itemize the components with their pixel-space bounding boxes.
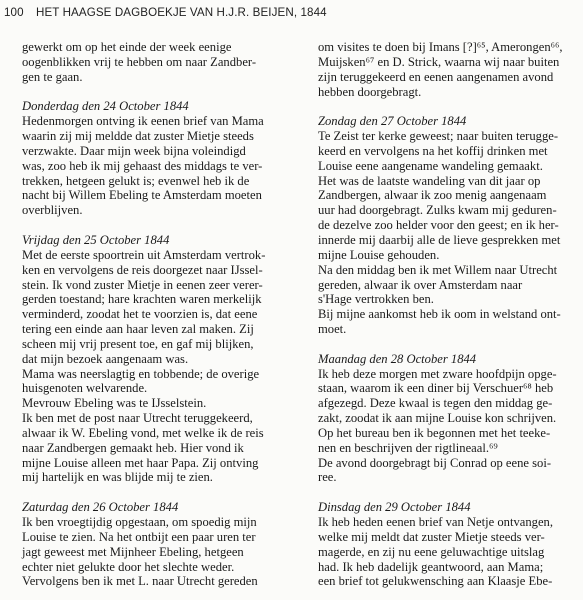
- text-line: Louise eene aangename wandeling gemaakt.: [318, 158, 543, 173]
- text-line: uur had doorgebragt. Zulks kwam mij geduren-: [318, 203, 557, 218]
- running-head: [4, 6, 579, 22]
- text-line: Bij mijne aankomst heb ik oom in welstand ont-: [318, 307, 561, 322]
- paragraph: [22, 367, 284, 397]
- paragraph: [318, 263, 580, 308]
- page-number: 100: [4, 6, 24, 19]
- text-line: trekken, hetgeen gelukt is; evenwel heb ik de: [22, 173, 250, 188]
- running-title: HET HAAGSE DAGBOEKJE VAN H.J.R. BEIJEN, 1844: [35, 6, 327, 19]
- text-line: scheen mij vrij present toe, en gaf mij blijken,: [22, 336, 254, 351]
- text-line: had. Ik heb dadelijk geantwoord, aan Mama;: [318, 559, 544, 574]
- text-line: Ik ben met de post naar Utrecht teruggekeerd,: [22, 411, 253, 426]
- text-line: Mama was neerslagtig en tobbende; de overige: [22, 366, 260, 381]
- text-line: Mevrouw Ebeling was te IJsselstein.: [22, 396, 207, 411]
- text-line: Zandbergen, alwaar ik zoo menig aangenaam: [318, 188, 547, 203]
- text-line: mij hartelijk en was blijde mij te zien.: [22, 470, 213, 485]
- paragraph: [318, 515, 580, 589]
- text-line: s'Hage vertrokken ben.: [318, 292, 434, 307]
- text-line: verminderd, zoodat het te voorzien is, dat eene: [22, 307, 258, 322]
- text-line: De avond doorgebragt bij Conrad op eene soi-: [318, 455, 552, 470]
- paragraph: [318, 40, 580, 99]
- text-line: huisgenoten welvarende.: [22, 381, 148, 396]
- paragraph: [318, 307, 580, 337]
- paragraph: [22, 515, 284, 589]
- text-line: mijne Louise gehouden.: [318, 247, 440, 262]
- paragraph: [22, 396, 284, 411]
- text-line: hebben doorgebragt.: [318, 84, 422, 99]
- text-line: waarin zij mij meldde dat zuster Mietje steeds: [22, 129, 254, 144]
- text-line: Vervolgens ben ik met L. naar Utrecht gereden: [22, 574, 258, 589]
- text-line: jagt geweest met Mijnheer Ebeling, hetgeen: [22, 544, 244, 559]
- text-line: om visites te doen bij Imans [?]⁶⁵, Amerongen⁶⁶,: [318, 40, 563, 54]
- paragraph: [22, 114, 284, 218]
- text-line: gewerkt om op het einde der week eenige: [22, 40, 232, 54]
- entry-date: Donderdag den 24 October 1844: [22, 99, 189, 114]
- text-line: ken en vervolgens de reis doorgezet naar IJssel-: [22, 262, 263, 277]
- text-line: Ik ben vroegtijdig opgestaan, om spoedig mijn: [22, 515, 257, 529]
- text-line: dat mijn bezoek aangenaam was.: [22, 351, 189, 366]
- text-line: moet.: [318, 322, 347, 337]
- text-line: zakt, zoodat ik aan mijne Louise kon schrijven.: [318, 411, 557, 426]
- text-line: naar Zandbergen gemaakt heb. Hier vond ik: [22, 440, 244, 455]
- text-line: gerden toestand; hare krachten waren merkelijk: [22, 292, 262, 307]
- text-line: tering een einde aan haar leven zal maken. Zij: [22, 322, 254, 337]
- text-line: zijn teruggekeerd en eenen aangenamen avond: [318, 69, 554, 84]
- text-line: staan, waarom ik een diner bij Verschuer⁶⁸ heb: [318, 381, 554, 396]
- text-line: was, zoo heb ik mij gehaast des middags te ver-: [22, 158, 263, 173]
- text-line: magerde, en zij nu eene geluwachtige uitslag: [318, 544, 545, 559]
- paragraph: [22, 40, 284, 85]
- text-line: Louise te zien. Na het ontbijt een paar uren ter: [22, 529, 256, 544]
- paragraph: [22, 248, 284, 367]
- text-line: Op het bureau ben ik begonnen met het teeke-: [318, 425, 551, 440]
- entry-date: Zaturdag den 26 October 1844: [22, 500, 179, 515]
- text-line: nacht bij Willem Ebeling te Amsterdam moeten: [22, 188, 262, 203]
- text-line: overblijven.: [22, 203, 83, 218]
- text-line: ree.: [318, 470, 337, 485]
- right-column: [318, 40, 580, 589]
- text-line: Hedenmorgen ontving ik eenen brief van Mama: [22, 114, 264, 129]
- entry-date: Zondag den 27 October 1844: [318, 114, 467, 129]
- entry-date: Vrijdag den 25 October 1844: [22, 232, 170, 247]
- paragraph: [22, 411, 284, 485]
- text-line: gen te gaan.: [22, 69, 83, 84]
- text-line: Muijsken⁶⁷ en D. Strick, waarna wij naar buiten: [318, 54, 560, 69]
- text-line: een brief tot gelukwensching aan Klaasje Ebe-: [318, 574, 553, 589]
- left-column: [22, 40, 284, 589]
- text-line: keerd en vervolgens na het koffij drinken met: [318, 143, 548, 158]
- text-line: stein. Ik vond zuster Mietje in eenen zeer verer-: [22, 277, 263, 292]
- entry-date: Dinsdag den 29 October 1844: [318, 500, 471, 515]
- paragraph: [318, 129, 580, 263]
- text-line: Ik heb deze morgen met zware hoofdpijn opge-: [318, 366, 557, 381]
- text-line: Het was de laatste wandeling van dit jaar op: [318, 173, 541, 188]
- text-line: Na den middag ben ik met Willem naar Utrecht: [318, 262, 558, 277]
- text-line: Met de eerste spoortrein uit Amsterdam vertrok-: [22, 247, 266, 262]
- text-line: alwaar ik W. Ebeling vond, met welke ik de reis: [22, 425, 264, 440]
- text-line: gereden, alwaar ik over Amsterdam naar: [318, 277, 523, 292]
- text-line: Ik heb heden eenen brief van Netje ontvangen,: [318, 515, 553, 529]
- entry-date: Maandag den 28 October 1844: [318, 351, 477, 366]
- paragraph: [318, 367, 580, 456]
- text-line: oogenblikken vrij te hebben om naar Zandber-: [22, 54, 257, 69]
- text-line: innerde mij daarbij alle de lieve gesprekken met: [318, 232, 561, 247]
- text-line: mijne Louise alleen met haar Papa. Zij ontving: [22, 455, 259, 470]
- text-line: echter niet gelukte door het slechte weder.: [22, 559, 235, 574]
- paragraph: [318, 456, 580, 486]
- text-line: nen en beschrijven der rigtlineaal.⁶⁹: [318, 440, 498, 455]
- text-line: verzwakte. Daar mijn week bijna voleindigd: [22, 143, 246, 158]
- text-line: de dezelve zoo helder voor den geest; en ik her-: [318, 218, 559, 233]
- text-line: Te Zeist ter kerke geweest; naar buiten terugge-: [318, 129, 559, 144]
- text-line: afgezegd. Deze kwaal is tegen den middag ge-: [318, 396, 553, 411]
- text-line: welke mij meldt dat zuster Mietje steeds ver-: [318, 529, 545, 544]
